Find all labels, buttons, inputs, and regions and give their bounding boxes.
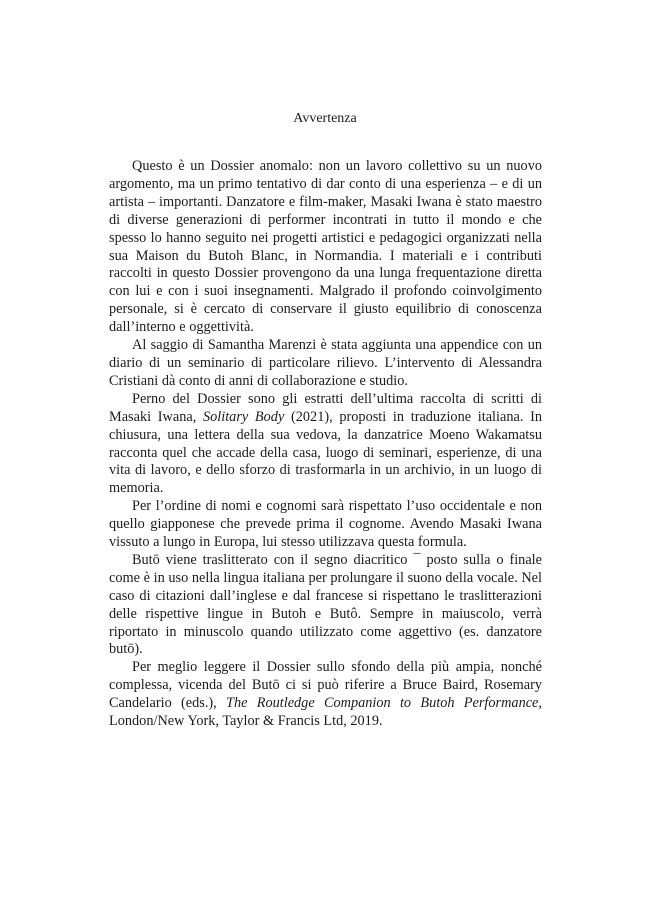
paragraph-text: Per meglio leggere il Dossier sullo sfondo della più ampia, nonché complessa, vicenda del Butō ci si può riferire a Bruce Baird, Rosemary Candelario (eds.), <box>109 659 542 712</box>
body-text <box>109 158 542 731</box>
page-title: Avvertenza <box>293 111 357 126</box>
paragraph <box>109 158 542 337</box>
paragraph <box>109 498 542 552</box>
paragraph <box>109 659 542 731</box>
paragraph <box>109 337 542 391</box>
paragraph <box>109 552 542 659</box>
paragraph-text: , London/New York, Taylor & Francis Ltd, 2019. <box>109 695 542 730</box>
italic-title-text: The Routledge Companion to Butoh Performance <box>226 695 539 712</box>
paragraph <box>109 391 542 498</box>
paragraph-text: Perno del Dossier sono gli estratti dell’ultima raccolta di scritti di Masaki Iwana, <box>109 390 542 425</box>
italic-title-text: Solitary Body <box>202 408 285 425</box>
paragraph-text: Butō viene traslitterato con il segno diacritico ¯ posto sulla o finale come è in uso nella lingua italiana per prolungare il suono della vocale. Nel caso di citazioni dall’inglese e dal francese si rispettano le traslitterazioni delle rispettive lingue in Butoh e Butô. Sempre in maiuscolo, verrà riportato in minuscolo quando utilizzato come aggettivo (es. danzatore butō). <box>109 551 542 658</box>
paragraph-text: Al saggio di Samantha Marenzi è stata aggiunta una appendice con un diario di un seminario di particolare rilievo. L’intervento di Alessandra Cristiani dà conto di anni di collaborazione e studio. <box>109 337 542 389</box>
paragraph-text: (2021), proposti in traduzione italiana. In chiusura, una lettera della sua vedova, la danzatrice Moeno Wakamatsu racconta quel che accade della casa, luogo di seminari, esperienze, di una vita di lavoro, e dello sforzo di trasformarla in un archivio, in un luogo di memoria. <box>109 408 542 497</box>
paragraph-text: Questo è un Dossier anomalo: non un lavoro collettivo su un nuovo argomento, ma un primo tentativo di dar conto di una esperienza – e di un artista – importanti. Danzatore e film-maker, Masaki Iwana è stato maestro di diverse generazioni di performer incontrati in tutto il mondo e che spesso lo hanno seguito nei progetti artistici e pedagogici organizzati nella sua Maison du Butoh Blanc, in Normandia. I materiali e i contributi raccolti in questo Dossier provengono da una lunga frequentazione diretta con lui e con i suoi insegnamenti. Malgrado il profondo coinvolgimento personale, si è cercato di conservare il giusto equilibrio di conoscenza dall’interno e oggettività. <box>109 158 542 336</box>
paragraph-text: Per l’ordine di nomi e cognomi sarà rispettato l’uso occidentale e non quello giapponese che prevede prima il cognome. Avendo Masaki Iwana vissuto a lungo in Europa, lui stesso utilizzava questa formula. <box>109 498 542 551</box>
